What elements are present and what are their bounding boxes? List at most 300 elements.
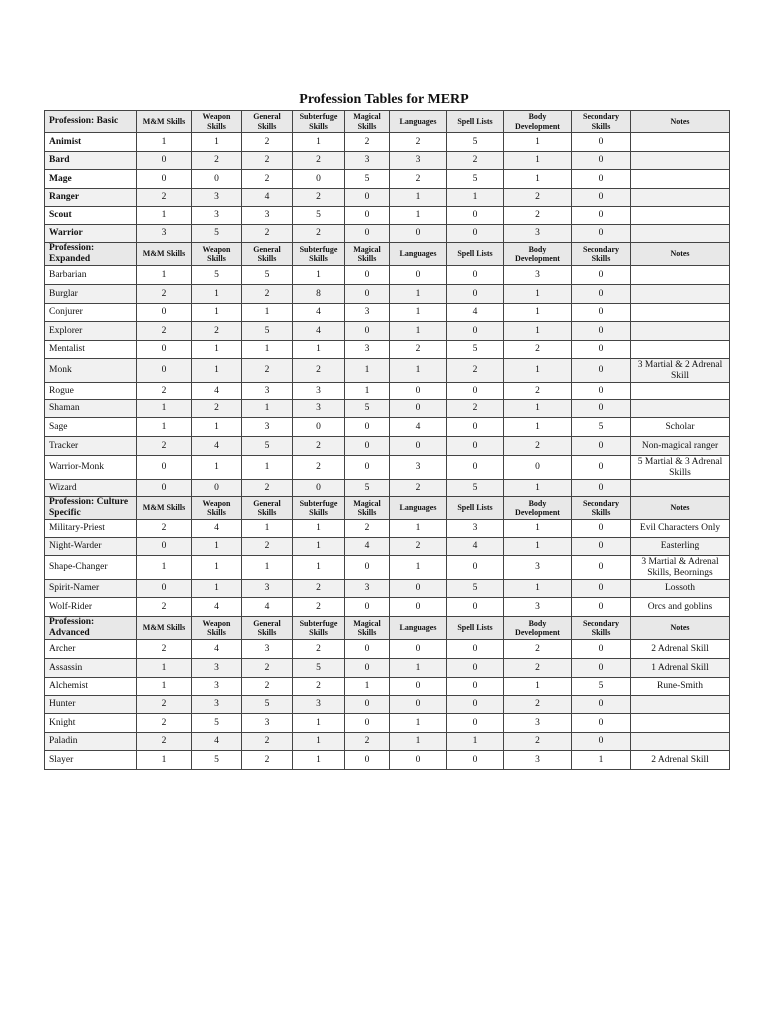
table-row [45, 456, 730, 480]
skill-value: 3 [242, 207, 293, 225]
skill-value: 3 [390, 456, 447, 480]
skill-value: 1 [390, 714, 447, 733]
table-row [45, 659, 730, 678]
skill-value: 0 [192, 170, 242, 189]
skill-value: 5 [242, 696, 293, 714]
notes-cell [631, 170, 730, 189]
skill-value: 1 [192, 133, 242, 152]
skill-value: 3 [242, 418, 293, 437]
skill-value: 2 [242, 659, 293, 678]
skill-value: 3 [242, 714, 293, 733]
skill-value: 1 [192, 304, 242, 322]
table-row [45, 152, 730, 170]
skill-value: 3 [345, 580, 390, 598]
skill-value: 0 [137, 170, 192, 189]
skill-value: 0 [390, 598, 447, 617]
notes-cell: 2 Adrenal Skill [631, 640, 730, 659]
skill-value: 2 [137, 189, 192, 207]
skill-value: 0 [137, 456, 192, 480]
skill-value: 3 [504, 556, 572, 580]
skill-value: 0 [345, 696, 390, 714]
table-row [45, 189, 730, 207]
skill-value: 1 [504, 322, 572, 341]
skill-value: 3 [293, 383, 345, 400]
skill-value: 0 [447, 207, 504, 225]
skill-value: 0 [447, 556, 504, 580]
skill-value: 5 [572, 418, 631, 437]
section-header-row [45, 111, 730, 133]
skill-value: 2 [242, 285, 293, 304]
skill-value: 3 [504, 225, 572, 243]
skill-value: 3 [504, 714, 572, 733]
skill-value: 2 [242, 751, 293, 770]
skill-value: 1 [390, 189, 447, 207]
column-header: Secondary Skills [572, 617, 631, 640]
profession-name: Animist [45, 133, 137, 152]
skill-value: 2 [447, 400, 504, 418]
skill-value: 0 [572, 170, 631, 189]
profession-name: Monk [45, 359, 137, 383]
skill-value: 0 [345, 266, 390, 285]
profession-name: Assassin [45, 659, 137, 678]
skill-value: 0 [293, 170, 345, 189]
column-header: Spell Lists [447, 497, 504, 520]
skill-value: 4 [192, 733, 242, 751]
skill-value: 0 [137, 538, 192, 556]
table-row [45, 538, 730, 556]
profession-name: Night-Warder [45, 538, 137, 556]
skill-value: 3 [192, 678, 242, 696]
skill-value: 0 [572, 480, 631, 497]
notes-cell: Scholar [631, 418, 730, 437]
skill-value: 1 [504, 359, 572, 383]
skill-value: 0 [447, 751, 504, 770]
skill-value: 0 [447, 598, 504, 617]
skill-value: 4 [192, 520, 242, 538]
skill-value: 5 [242, 437, 293, 456]
skill-value: 2 [293, 580, 345, 598]
table-row [45, 285, 730, 304]
profession-name: Mage [45, 170, 137, 189]
skill-value: 4 [390, 418, 447, 437]
notes-cell [631, 322, 730, 341]
skill-value: 3 [192, 189, 242, 207]
skill-value: 1 [572, 751, 631, 770]
skill-value: 1 [390, 520, 447, 538]
notes-cell [631, 225, 730, 243]
skill-value: 3 [293, 400, 345, 418]
skill-value: 5 [293, 659, 345, 678]
skill-value: 0 [345, 207, 390, 225]
notes-cell: 1 Adrenal Skill [631, 659, 730, 678]
skill-value: 5 [447, 580, 504, 598]
skill-value: 0 [447, 696, 504, 714]
table-row [45, 733, 730, 751]
column-header: General Skills [242, 497, 293, 520]
skill-value: 0 [447, 225, 504, 243]
skill-value: 2 [345, 733, 390, 751]
skill-value: 1 [390, 304, 447, 322]
column-header: General Skills [242, 243, 293, 266]
column-header: Secondary Skills [572, 111, 631, 133]
column-header: Subterfuge Skills [293, 111, 345, 133]
column-header: Magical Skills [345, 497, 390, 520]
skill-value: 0 [447, 285, 504, 304]
profession-name: Spirit-Namer [45, 580, 137, 598]
skill-value: 2 [504, 189, 572, 207]
skill-value: 3 [242, 383, 293, 400]
column-header: General Skills [242, 617, 293, 640]
skill-value: 0 [447, 456, 504, 480]
column-header: Body Development [504, 243, 572, 266]
column-header: Notes [631, 111, 730, 133]
skill-value: 1 [504, 418, 572, 437]
section-header-row [45, 617, 730, 640]
skill-value: 2 [192, 322, 242, 341]
notes-cell: Evil Characters Only [631, 520, 730, 538]
notes-cell: Rune-Smith [631, 678, 730, 696]
page-title: Profession Tables for MERP [299, 92, 469, 107]
column-header: Subterfuge Skills [293, 617, 345, 640]
column-header: Languages [390, 111, 447, 133]
skill-value: 2 [137, 733, 192, 751]
column-header: Body Development [504, 111, 572, 133]
skill-value: 0 [572, 538, 631, 556]
skill-value: 0 [447, 266, 504, 285]
skill-value: 0 [572, 207, 631, 225]
skill-value: 1 [192, 456, 242, 480]
column-header: M&M Skills [137, 497, 192, 520]
profession-name: Shape-Changer [45, 556, 137, 580]
skill-value: 2 [293, 456, 345, 480]
notes-cell: 2 Adrenal Skill [631, 751, 730, 770]
skill-value: 0 [572, 133, 631, 152]
skill-value: 3 [390, 152, 447, 170]
skill-value: 5 [192, 714, 242, 733]
notes-cell: Easterling [631, 538, 730, 556]
skill-value: 3 [192, 659, 242, 678]
column-header: General Skills [242, 111, 293, 133]
skill-value: 2 [192, 400, 242, 418]
skill-value: 4 [192, 640, 242, 659]
skill-value: 0 [345, 659, 390, 678]
skill-value: 0 [572, 266, 631, 285]
skill-value: 2 [390, 538, 447, 556]
skill-value: 1 [504, 678, 572, 696]
skill-value: 0 [572, 322, 631, 341]
skill-value: 0 [137, 304, 192, 322]
skill-value: 0 [345, 189, 390, 207]
skill-value: 2 [242, 678, 293, 696]
skill-value: 1 [390, 659, 447, 678]
skill-value: 0 [345, 225, 390, 243]
notes-cell [631, 480, 730, 497]
column-header: Subterfuge Skills [293, 243, 345, 266]
skill-value: 0 [447, 659, 504, 678]
skill-value: 3 [242, 580, 293, 598]
skill-value: 2 [137, 696, 192, 714]
skill-value: 4 [447, 304, 504, 322]
skill-value: 2 [504, 207, 572, 225]
skill-value: 1 [390, 556, 447, 580]
profession-name: Warrior-Monk [45, 456, 137, 480]
skill-value: 1 [345, 359, 390, 383]
skill-value: 3 [447, 520, 504, 538]
skill-value: 0 [345, 437, 390, 456]
skill-value: 3 [345, 304, 390, 322]
skill-value: 2 [242, 538, 293, 556]
skill-value: 1 [293, 556, 345, 580]
profession-name: Explorer [45, 322, 137, 341]
skill-value: 1 [504, 400, 572, 418]
skill-value: 1 [137, 207, 192, 225]
skill-value: 0 [447, 437, 504, 456]
column-header: Spell Lists [447, 111, 504, 133]
skill-value: 1 [192, 341, 242, 359]
skill-value: 1 [447, 189, 504, 207]
skill-value: 1 [242, 556, 293, 580]
skill-value: 2 [192, 152, 242, 170]
notes-cell [631, 400, 730, 418]
skill-value: 0 [572, 580, 631, 598]
column-header: Notes [631, 617, 730, 640]
skill-value: 4 [242, 189, 293, 207]
skill-value: 3 [345, 152, 390, 170]
notes-cell [631, 189, 730, 207]
column-header: Notes [631, 243, 730, 266]
column-header: Weapon Skills [192, 111, 242, 133]
skill-value: 2 [293, 189, 345, 207]
skill-value: 1 [390, 359, 447, 383]
skill-value: 2 [137, 285, 192, 304]
table-row [45, 225, 730, 243]
table-row [45, 520, 730, 538]
column-header: Languages [390, 243, 447, 266]
skill-value: 0 [572, 304, 631, 322]
skill-value: 1 [293, 133, 345, 152]
skill-value: 1 [390, 322, 447, 341]
skill-value: 0 [572, 640, 631, 659]
skill-value: 1 [504, 520, 572, 538]
skill-value: 4 [192, 437, 242, 456]
skill-value: 1 [242, 456, 293, 480]
column-header: Magical Skills [345, 111, 390, 133]
profession-name: Shaman [45, 400, 137, 418]
skill-value: 1 [137, 133, 192, 152]
skill-value: 2 [447, 359, 504, 383]
skill-value: 0 [390, 678, 447, 696]
notes-cell [631, 133, 730, 152]
skill-value: 5 [345, 480, 390, 497]
skill-value: 2 [504, 659, 572, 678]
notes-cell: Lossoth [631, 580, 730, 598]
column-header: Weapon Skills [192, 617, 242, 640]
profession-table [44, 110, 730, 770]
skill-value: 0 [447, 418, 504, 437]
column-header: Secondary Skills [572, 243, 631, 266]
skill-value: 1 [390, 207, 447, 225]
skill-value: 4 [192, 383, 242, 400]
table-row [45, 480, 730, 497]
column-header: Spell Lists [447, 243, 504, 266]
skill-value: 5 [447, 170, 504, 189]
skill-value: 2 [345, 133, 390, 152]
profession-name: Knight [45, 714, 137, 733]
skill-value: 0 [345, 751, 390, 770]
notes-cell [631, 733, 730, 751]
table-row [45, 678, 730, 696]
skill-value: 2 [293, 598, 345, 617]
skill-value: 2 [293, 437, 345, 456]
skill-value: 5 [447, 341, 504, 359]
skill-value: 0 [345, 456, 390, 480]
skill-value: 0 [572, 556, 631, 580]
skill-value: 2 [137, 520, 192, 538]
notes-cell: 5 Martial & 3 Adrenal Skills [631, 456, 730, 480]
skill-value: 2 [242, 133, 293, 152]
skill-value: 3 [504, 598, 572, 617]
skill-value: 0 [137, 480, 192, 497]
skill-value: 1 [192, 580, 242, 598]
skill-value: 5 [345, 400, 390, 418]
skill-value: 0 [572, 733, 631, 751]
skill-value: 2 [504, 696, 572, 714]
profession-name: Burglar [45, 285, 137, 304]
skill-value: 5 [293, 207, 345, 225]
skill-value: 4 [293, 304, 345, 322]
skill-value: 1 [137, 659, 192, 678]
skill-value: 2 [137, 598, 192, 617]
notes-cell [631, 285, 730, 304]
column-header: Magical Skills [345, 243, 390, 266]
skill-value: 1 [345, 678, 390, 696]
skill-value: 2 [293, 359, 345, 383]
skill-value: 0 [447, 714, 504, 733]
skill-value: 1 [137, 751, 192, 770]
skill-value: 2 [242, 170, 293, 189]
skill-value: 0 [137, 152, 192, 170]
profession-name: Wizard [45, 480, 137, 497]
skill-value: 2 [242, 733, 293, 751]
skill-value: 2 [137, 437, 192, 456]
skill-value: 2 [504, 383, 572, 400]
skill-value: 0 [345, 640, 390, 659]
skill-value: 2 [390, 133, 447, 152]
column-header: Subterfuge Skills [293, 497, 345, 520]
table-row [45, 400, 730, 418]
notes-cell: 3 Martial & 2 Adrenal Skill [631, 359, 730, 383]
column-header: M&M Skills [137, 243, 192, 266]
skill-value: 1 [504, 170, 572, 189]
skill-value: 1 [504, 480, 572, 497]
skill-value: 1 [504, 133, 572, 152]
section-header-row [45, 243, 730, 266]
skill-value: 2 [137, 640, 192, 659]
skill-value: 1 [242, 304, 293, 322]
skill-value: 3 [242, 640, 293, 659]
column-header: Weapon Skills [192, 243, 242, 266]
skill-value: 1 [293, 341, 345, 359]
skill-value: 2 [293, 152, 345, 170]
table-row [45, 322, 730, 341]
profession-name: Bard [45, 152, 137, 170]
notes-cell [631, 207, 730, 225]
skill-value: 0 [572, 659, 631, 678]
skill-value: 1 [293, 520, 345, 538]
column-header: Spell Lists [447, 617, 504, 640]
skill-value: 1 [504, 304, 572, 322]
skill-value: 1 [192, 285, 242, 304]
section-label: Profession: Culture Specific [45, 497, 137, 520]
skill-value: 2 [504, 733, 572, 751]
column-header: Weapon Skills [192, 497, 242, 520]
skill-value: 5 [192, 751, 242, 770]
skill-value: 1 [293, 751, 345, 770]
table-row [45, 359, 730, 383]
skill-value: 2 [137, 383, 192, 400]
skill-value: 0 [390, 751, 447, 770]
skill-value: 1 [345, 383, 390, 400]
table-row [45, 696, 730, 714]
section-header-row [45, 497, 730, 520]
skill-value: 4 [447, 538, 504, 556]
skill-value: 0 [572, 383, 631, 400]
skill-value: 0 [137, 341, 192, 359]
table-row [45, 304, 730, 322]
table-row [45, 266, 730, 285]
skill-value: 2 [242, 152, 293, 170]
skill-value: 2 [137, 322, 192, 341]
table-row [45, 751, 730, 770]
skill-value: 0 [390, 580, 447, 598]
column-header: M&M Skills [137, 617, 192, 640]
skill-value: 0 [447, 322, 504, 341]
notes-cell: 3 Martial & Adrenal Skills, Beornings [631, 556, 730, 580]
table-row [45, 598, 730, 617]
skill-value: 1 [390, 285, 447, 304]
skill-value: 0 [572, 400, 631, 418]
skill-value: 2 [345, 520, 390, 538]
table-row [45, 714, 730, 733]
skill-value: 1 [504, 152, 572, 170]
skill-value: 0 [293, 480, 345, 497]
skill-value: 0 [504, 456, 572, 480]
skill-value: 2 [390, 341, 447, 359]
skill-value: 1 [137, 556, 192, 580]
notes-cell: Non-magical ranger [631, 437, 730, 456]
profession-name: Ranger [45, 189, 137, 207]
skill-value: 0 [390, 400, 447, 418]
skill-value: 5 [192, 225, 242, 243]
skill-value: 2 [390, 170, 447, 189]
profession-name: Conjurer [45, 304, 137, 322]
skill-value: 4 [345, 538, 390, 556]
skill-value: 0 [572, 520, 631, 538]
skill-value: 0 [390, 225, 447, 243]
skill-value: 0 [192, 480, 242, 497]
skill-value: 0 [447, 678, 504, 696]
skill-value: 0 [345, 285, 390, 304]
table-row [45, 133, 730, 152]
skill-value: 1 [390, 733, 447, 751]
skill-value: 1 [192, 418, 242, 437]
skill-value: 1 [242, 520, 293, 538]
skill-value: 5 [447, 480, 504, 497]
column-header: Body Development [504, 617, 572, 640]
column-header: Languages [390, 617, 447, 640]
skill-value: 5 [192, 266, 242, 285]
skill-value: 2 [504, 437, 572, 456]
